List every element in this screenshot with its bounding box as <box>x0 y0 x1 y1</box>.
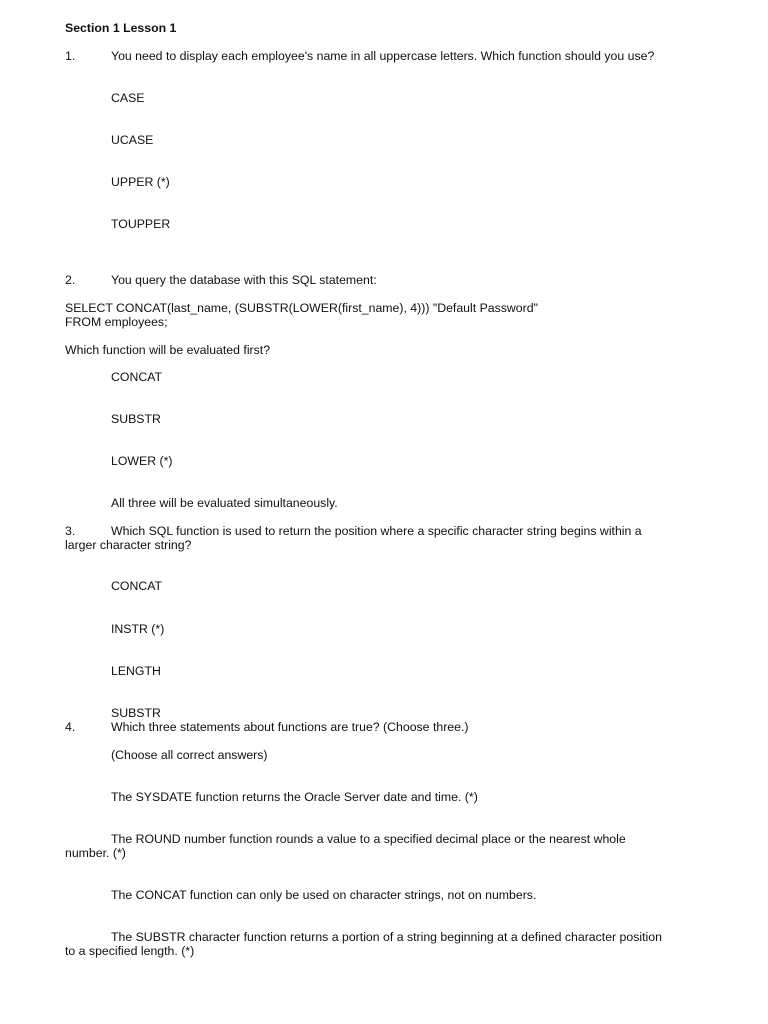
question-1-option-1: CASE <box>111 91 145 105</box>
question-2-code-line-1: SELECT CONCAT(last_name, (SUBSTR(LOWER(first_name), 4))) "Default Password" <box>65 301 538 315</box>
question-4-option-2-line-2: number. (*) <box>65 846 126 860</box>
question-4-number: 4. <box>65 720 76 734</box>
question-4-option-1: The SYSDATE function returns the Oracle Server date and time. (*) <box>111 790 478 804</box>
question-4-option-3: The CONCAT function can only be used on character strings, not on numbers. <box>111 888 537 902</box>
question-1-option-2: UCASE <box>111 133 154 147</box>
section-title: Section 1 Lesson 1 <box>65 21 177 35</box>
question-2-text: You query the database with this SQL statement: <box>111 273 377 287</box>
question-4-option-4-line-1: The SUBSTR character function returns a portion of a string beginning at a defined character position <box>111 930 662 944</box>
question-3-option-1: CONCAT <box>111 579 163 593</box>
question-2-followup: Which function will be evaluated first? <box>65 343 271 357</box>
question-2-option-4: All three will be evaluated simultaneously. <box>111 496 338 510</box>
question-4-text: Which three statements about functions are true? (Choose three.) <box>111 720 469 734</box>
question-2-number: 2. <box>65 273 76 287</box>
question-3-text-line-1: Which SQL function is used to return the position where a specific character string begins within a <box>111 524 642 538</box>
question-3-option-2: INSTR (*) <box>111 622 165 636</box>
question-3-number: 3. <box>65 524 76 538</box>
question-1-number: 1. <box>65 49 76 63</box>
question-2-option-1: CONCAT <box>111 370 163 384</box>
question-1-option-3: UPPER (*) <box>111 175 170 189</box>
question-2-option-2: SUBSTR <box>111 412 161 426</box>
question-4-option-4-line-2: to a specified length. (*) <box>65 944 195 958</box>
question-3-option-4: SUBSTR <box>111 706 161 720</box>
question-3-option-3: LENGTH <box>111 664 161 678</box>
question-1-option-4: TOUPPER <box>111 217 171 231</box>
question-4-option-2-line-1: The ROUND number function rounds a value to a specified decimal place or the nearest whole <box>111 832 626 846</box>
question-2-option-3: LOWER (*) <box>111 454 173 468</box>
question-4-instruction: (Choose all correct answers) <box>111 748 268 762</box>
question-2-code-line-2: FROM employees; <box>65 315 168 329</box>
question-3-text-line-2: larger character string? <box>65 538 192 552</box>
question-1-text: You need to display each employee's name in all uppercase letters. Which function should you use? <box>111 49 655 63</box>
